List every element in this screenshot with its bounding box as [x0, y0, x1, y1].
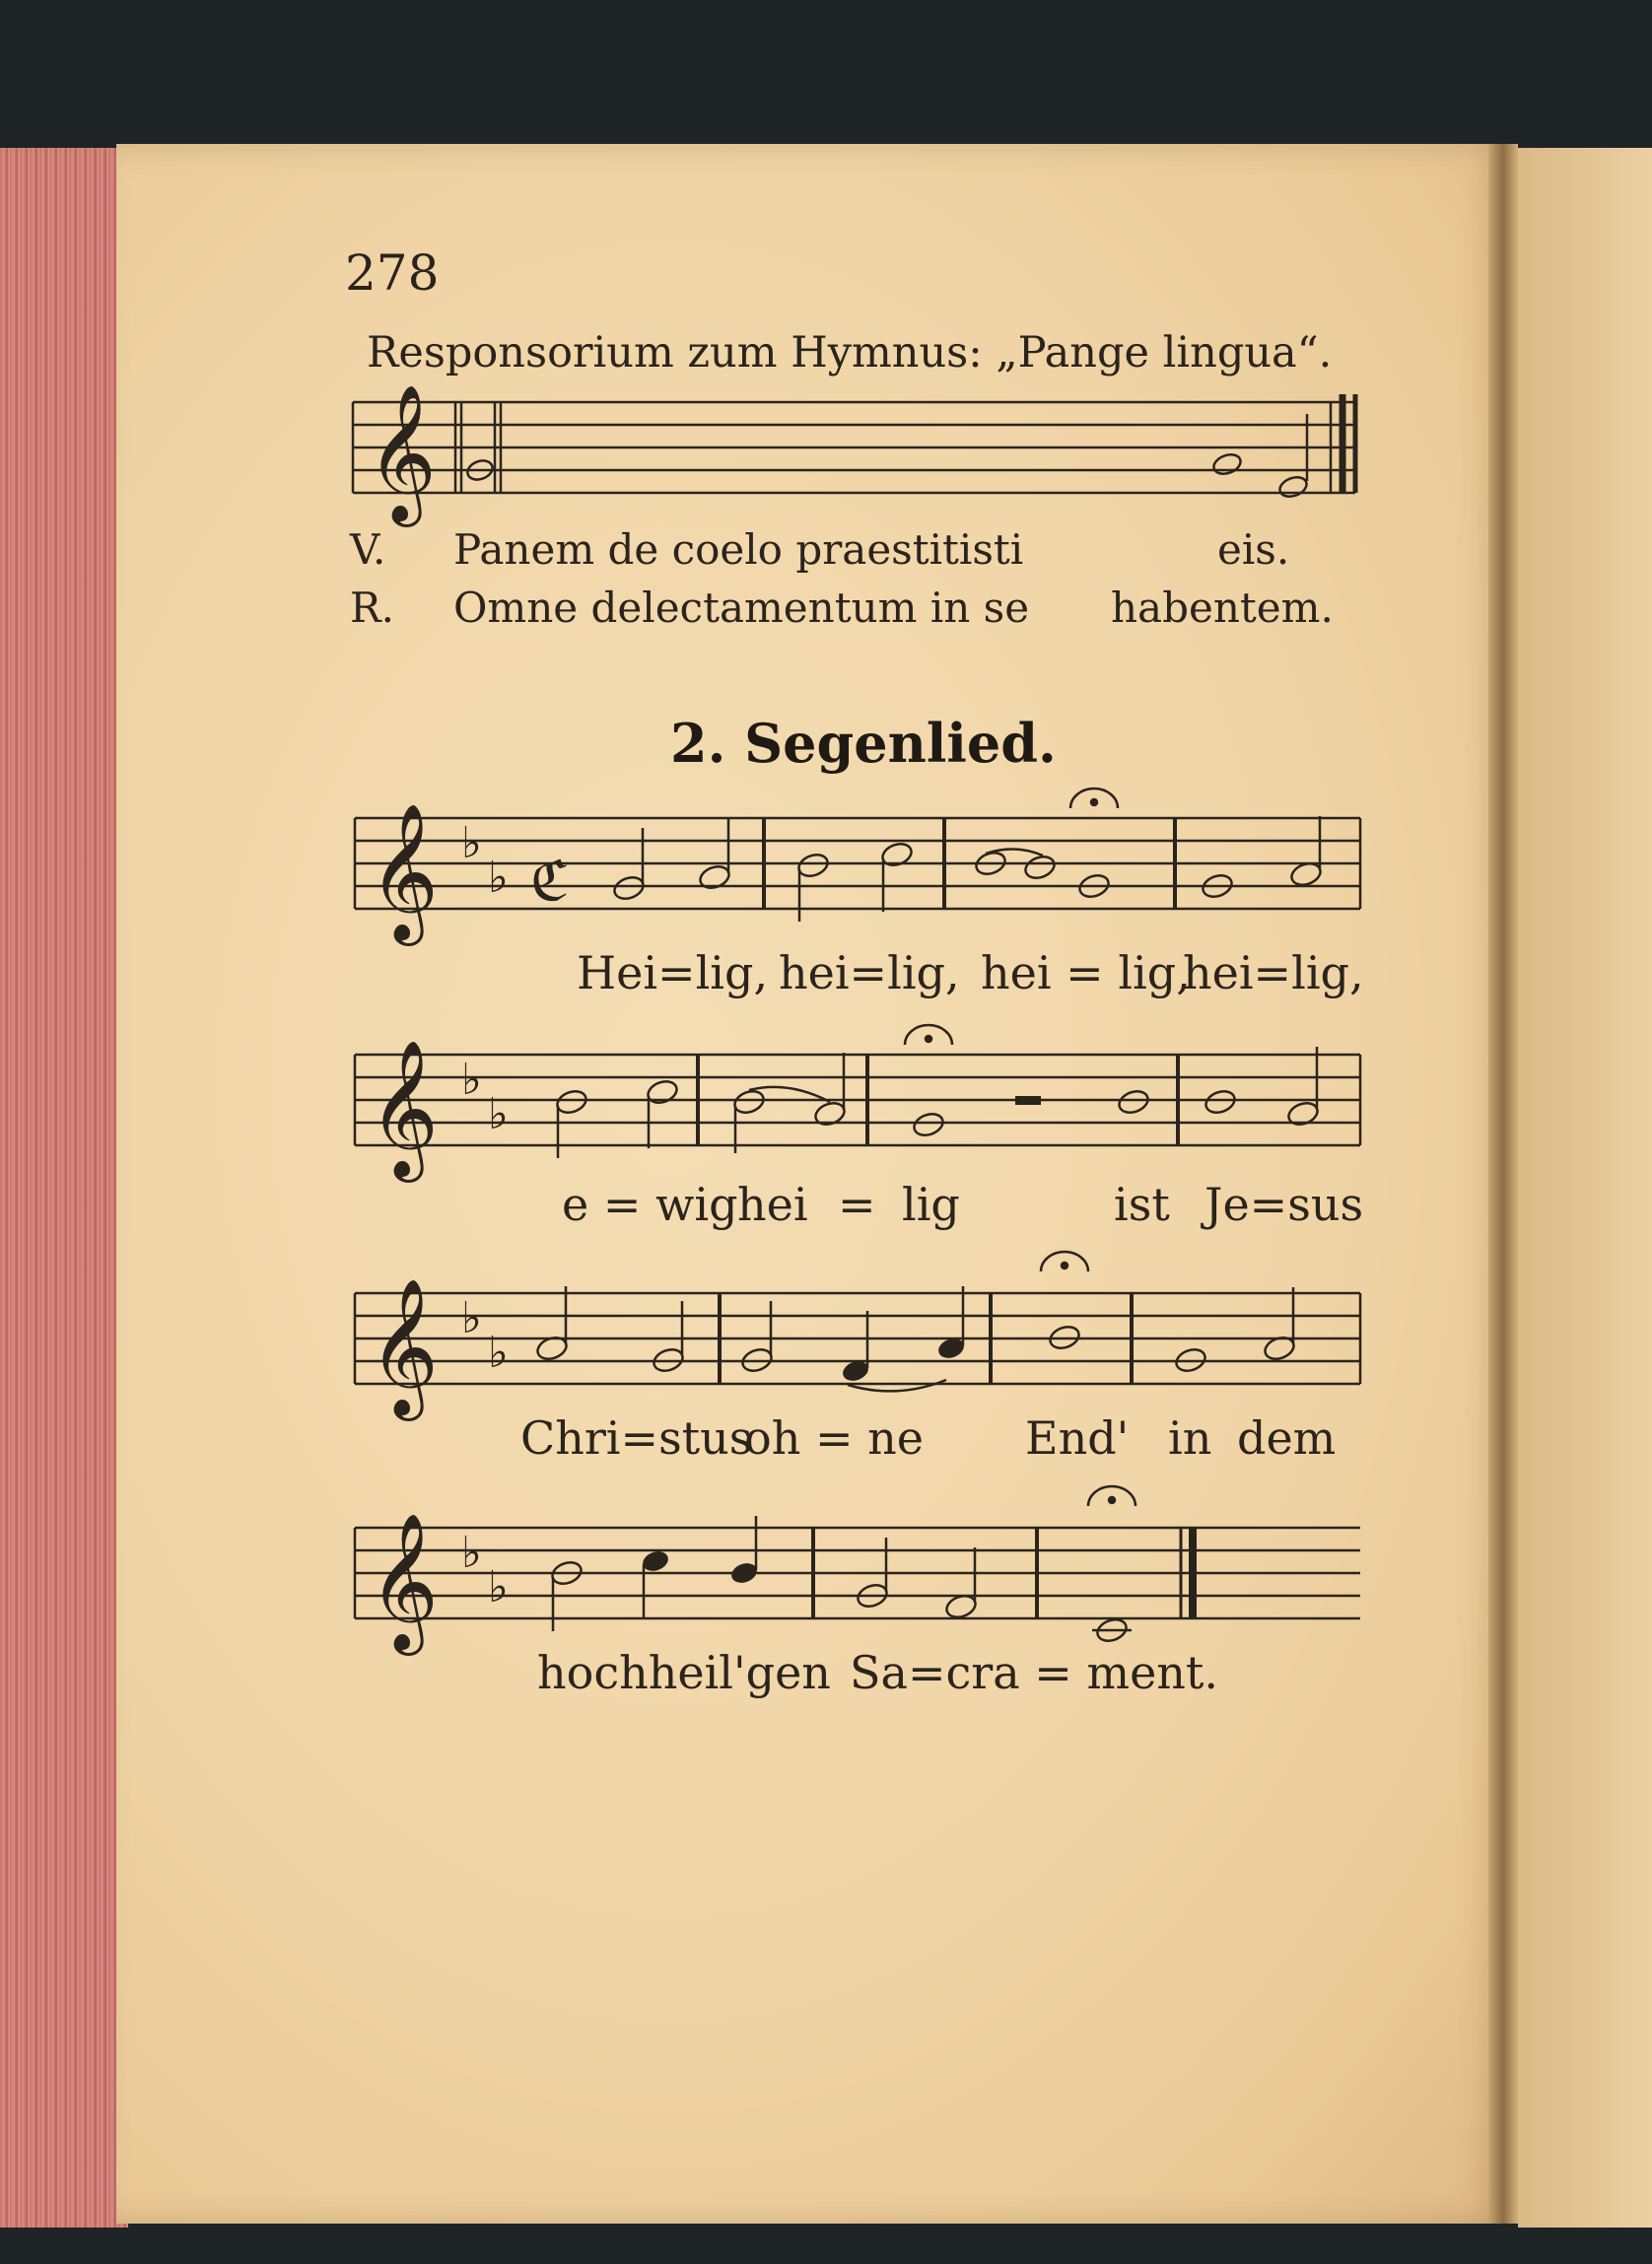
lyric-word: ist	[1114, 1178, 1170, 1231]
lyric-word: hei	[737, 1178, 808, 1231]
lyric-word: Sa=cra = ment.	[850, 1646, 1219, 1699]
svg-text:♭: ♭	[461, 1055, 482, 1105]
responsory-heading: Responsorium zum Hymnus: „Pange lingua“.	[367, 328, 1333, 377]
page-number: 278	[345, 244, 440, 302]
svg-text:𝄞: 𝄞	[369, 1278, 439, 1415]
lyric-word: hei = lig,	[981, 946, 1191, 999]
versicle-end: eis.	[1217, 525, 1290, 574]
staff-line-4	[355, 1486, 1360, 1656]
svg-text:♭: ♭	[488, 1562, 509, 1612]
svg-text:♭: ♭	[461, 1293, 482, 1343]
lyric-word: Je=sus	[1205, 1178, 1364, 1231]
svg-text:ℭ: ℭ	[530, 850, 570, 914]
svg-text:𝄞: 𝄞	[369, 1040, 439, 1177]
lyric-word: Chri=stus	[520, 1411, 753, 1465]
staff-line-3	[355, 1252, 1360, 1421]
lyric-word: End'	[1025, 1411, 1130, 1465]
lyric-word: Hei=lig,	[577, 946, 769, 999]
lyric-word: e = wig	[562, 1178, 738, 1231]
svg-text:𝄞: 𝄞	[367, 384, 437, 521]
versicle-label: V.	[350, 525, 386, 574]
lyric-word: oh = ne	[744, 1411, 924, 1465]
song-title: 2. Segenlied.	[670, 712, 1057, 775]
staff-line-2	[355, 1025, 1360, 1183]
lyric-word: in	[1168, 1411, 1212, 1465]
staff-line-1	[355, 789, 1360, 946]
lyric-word: =	[838, 1178, 876, 1231]
svg-text:𝄞: 𝄞	[369, 1513, 439, 1650]
svg-text:𝄞: 𝄞	[369, 803, 439, 940]
lyric-word: lig	[902, 1178, 960, 1231]
response-text: Omne delectamentum in se	[453, 583, 1030, 632]
lyric-word: dem	[1237, 1411, 1337, 1465]
svg-text:♭: ♭	[488, 853, 509, 903]
versicle-text: Panem de coelo praestitisti	[453, 525, 1024, 574]
svg-text:♭: ♭	[461, 818, 482, 868]
response-label: R.	[350, 583, 394, 632]
staff-responsory	[353, 384, 1355, 527]
svg-text:♭: ♭	[488, 1089, 509, 1139]
svg-text:♭: ♭	[488, 1328, 509, 1378]
lyric-word: hochheil'gen	[537, 1646, 831, 1699]
svg-text:♭: ♭	[461, 1528, 482, 1578]
response-end: habentem.	[1111, 583, 1334, 632]
lyric-word: hei=lig,	[1183, 946, 1364, 999]
lyric-word: hei=lig,	[779, 946, 960, 999]
